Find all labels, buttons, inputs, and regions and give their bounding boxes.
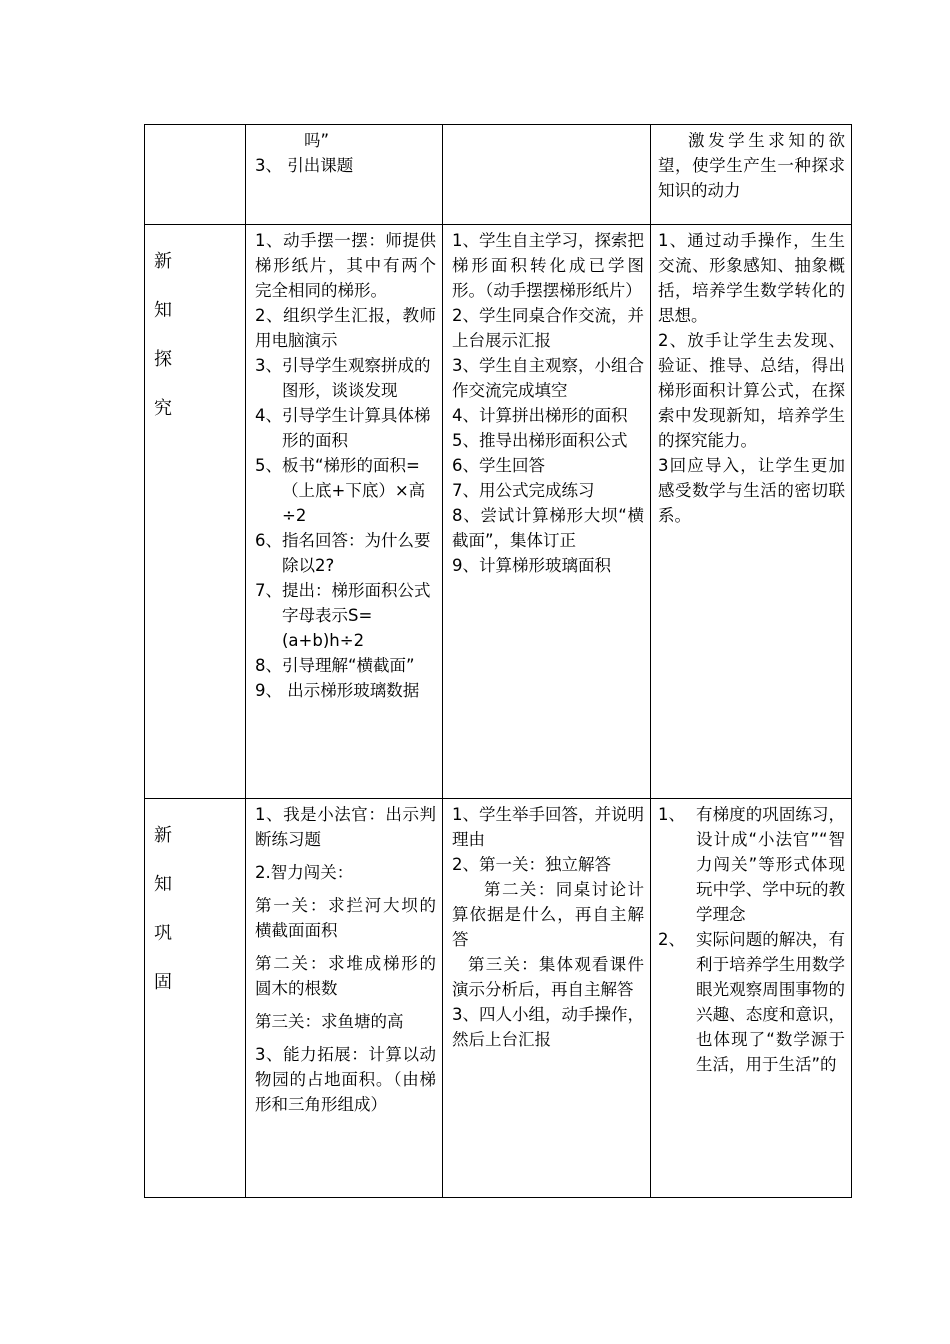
text-line: 第三关：集体观看课件演示分析后，再自主解答 [452, 954, 644, 999]
text-line: 2、组织学生汇报，教师用电脑演示 [255, 306, 436, 351]
text-line: 3、四人小组，动手操作，然后上台汇报 [452, 1004, 644, 1049]
stage-cell [145, 125, 246, 225]
text-line: 2、学生同桌合作交流，并上台展示汇报 [452, 306, 644, 351]
stage-char: 固 [154, 971, 172, 993]
text-line: 4、引导学生计算具体梯形的面积 [255, 406, 431, 451]
text-line: 2、放手让学生去发现、验证、推导、总结，得出梯形面积计算公式，在探索中发现新知，培养学生的探究能力。 [658, 331, 845, 451]
text-line: 1、通过动手操作，生生交流、形象感知、抽象概括，培养学生数学转化的思想。 [658, 231, 845, 326]
text-line: 3、能力拓展：计算以动物园的占地面积。（由梯形和三角形组成） [255, 1044, 436, 1114]
list-item [658, 802, 845, 927]
text-line: 第一关：求拦河大坝的横截面面积 [255, 895, 436, 940]
text-line: 3、学生自主观察，小组合作交流完成填空 [452, 356, 644, 401]
teacher-activity-cell [246, 225, 443, 799]
text-line: 2.智力闯关： [255, 862, 354, 882]
text-line: 激发学生求知的欲望，使学生产生一种探求知识的动力 [658, 131, 845, 200]
text-line: 2、第一关：独立解答 [452, 854, 611, 874]
design-intent-cell [651, 125, 852, 225]
stage-char: 知 [154, 300, 172, 322]
stage-char: 新 [154, 824, 172, 846]
text-line: 4、计算拼出梯形的面积 [452, 406, 628, 426]
text-line: 7、用公式完成练习 [452, 481, 595, 501]
text-line: 9、 出示梯形玻璃数据 [255, 681, 420, 701]
text-line: 8、引导理解“横截面” [255, 656, 415, 676]
text-line: 5、推导出梯形面积公式 [452, 431, 628, 451]
design-intent-cell [651, 798, 852, 1197]
table-row [145, 225, 852, 799]
text-line: 第二关：同桌讨论计算依据是什么，再自主解答 [452, 879, 644, 949]
table-row [145, 125, 852, 225]
stage-char: 知 [154, 873, 172, 895]
list-number: 1、 [658, 804, 685, 824]
teacher-activity-cell [246, 125, 443, 225]
text-line: 6、指名回答：为什么要除以2? [255, 531, 431, 576]
stage-label-consolidate [145, 798, 246, 1197]
text-line: 7、提出：梯形面积公式字母表示S=(a+b)h÷2 [255, 581, 431, 651]
text-line: 6、学生回答 [452, 456, 545, 476]
stage-char: 巩 [154, 922, 172, 944]
lesson-plan-table [144, 124, 852, 1198]
stage-char: 新 [154, 251, 172, 273]
list-text: 有梯度的巩固练习，设计成“小法官”“智力闯关”等形式体现玩中学、学中玩的教学理念 [696, 804, 845, 924]
student-activity-cell [443, 125, 651, 225]
text-line: 8、尝试计算梯形大坝“横截面”，集体订正 [452, 506, 644, 551]
text-line: 第三关：求鱼塘的高 [255, 1011, 404, 1031]
design-intent-cell [651, 225, 852, 799]
text-line: 吗” [304, 131, 330, 150]
text-line: 3回应导入，让学生更加感受数学与生活的密切联系。 [658, 456, 845, 526]
stage-char: 究 [154, 398, 172, 420]
stage-label-explore [145, 225, 246, 799]
text-line: 3、 引出课题 [255, 156, 354, 175]
list-number: 2、 [658, 929, 685, 949]
stage-char: 探 [154, 349, 172, 371]
text-line: 1、学生自主学习，探索把梯形面积转化成已学图形。（动手摆摆梯形纸片） [452, 231, 644, 301]
text-line: 9、计算梯形玻璃面积 [452, 556, 611, 576]
text-line: 5、板书“梯形的面积=（上底+下底）×高÷2 [255, 456, 426, 526]
list-text: 实际问题的解决，有利于培养学生用数学眼光观察周围事物的兴趣、态度和意识，也体现了“数学源于生活，用于生活”的 [696, 929, 845, 1074]
teacher-activity-cell [246, 798, 443, 1197]
text-line: 1、动手摆一摆：师提供梯形纸片，其中有两个完全相同的梯形。 [255, 231, 436, 301]
text-line: 1、学生举手回答，并说明理由 [452, 804, 644, 849]
text-line: 3、引导学生观察拼成的图形，谈谈发现 [255, 356, 431, 401]
student-activity-cell [443, 225, 651, 799]
student-activity-cell [443, 798, 651, 1197]
list-item [658, 927, 845, 1077]
text-line: 第二关：求堆成梯形的圆木的根数 [255, 953, 436, 998]
table-row [145, 798, 852, 1197]
text-line: 1、我是小法官：出示判断练习题 [255, 804, 436, 849]
